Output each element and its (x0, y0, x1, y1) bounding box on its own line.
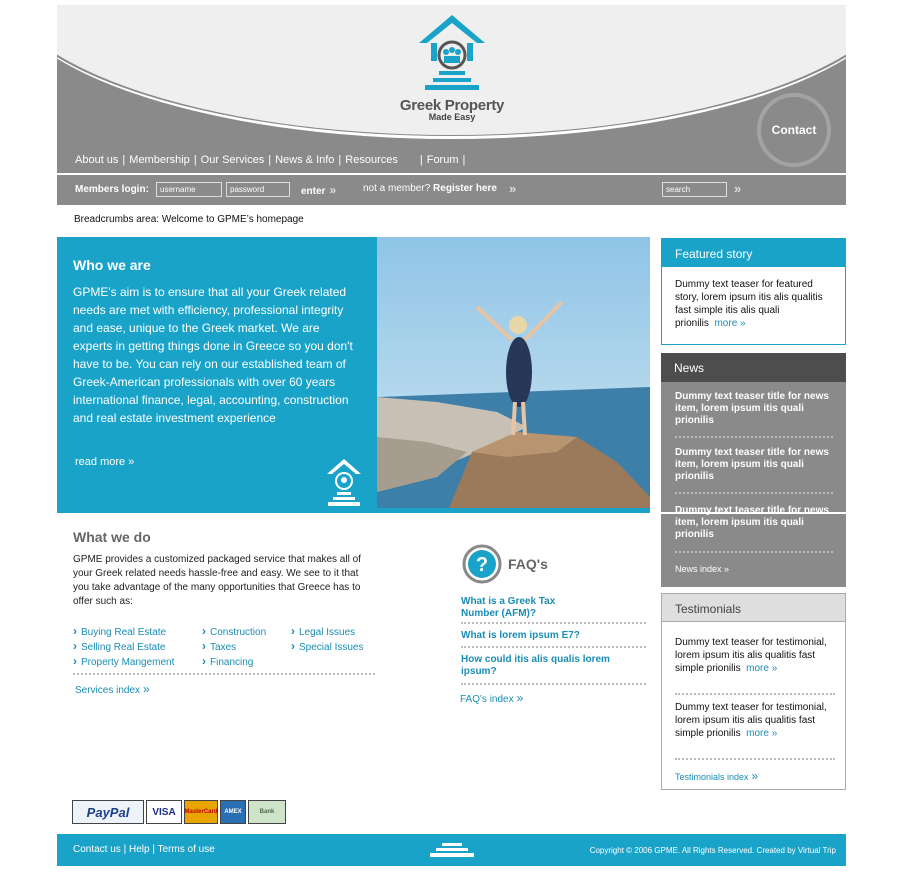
brand-tagline: Made Easy (428, 112, 476, 122)
double-chevron-icon: » (516, 691, 524, 705)
featured-story-text: Dummy text teaser for featured story, lorem ipsum itis alis qualitis fast simple itis alis quali prionilis (675, 279, 823, 329)
nav-our-services[interactable]: Our Services (200, 154, 265, 166)
copyright: Copyright © 2006 GPME. All Rights Reserved. Created by Virtual Trip (589, 846, 836, 855)
services-index-link[interactable] (75, 682, 150, 696)
faq-index-label: FAQ's index (460, 694, 514, 705)
faq-index-link[interactable] (460, 691, 523, 705)
double-chevron-icon: » (329, 183, 337, 197)
not-member-label: not a member? (363, 183, 431, 194)
nav-resources[interactable]: Resources (345, 154, 398, 166)
divider (73, 673, 375, 675)
username-input[interactable] (156, 182, 222, 197)
brand-name: Greek Property (399, 97, 505, 114)
amex-logo: AMEX (220, 800, 246, 824)
double-chevron-icon: » (143, 682, 150, 696)
testimonial-item (675, 701, 835, 740)
site-footer (57, 834, 846, 866)
house-mini-logo-icon (325, 457, 363, 507)
mastercard-logo: MasterCard (184, 800, 218, 824)
who-we-are-panel (57, 237, 377, 513)
service-link-special[interactable]: › Special Issues (291, 639, 363, 653)
nav-forum[interactable]: Forum (426, 154, 459, 166)
who-we-are-title: Who we are (73, 257, 151, 273)
footer-help-link[interactable]: Help (128, 844, 150, 855)
steps-logo-icon (430, 843, 474, 858)
service-link-property-management[interactable]: › Property Mangement (73, 654, 174, 668)
contact-button[interactable]: Contact (757, 93, 831, 167)
featured-story-box (661, 238, 846, 345)
nav-news-info[interactable]: News & Info (275, 154, 335, 166)
divider (675, 436, 833, 438)
service-link-selling[interactable]: › Selling Real Estate (73, 639, 166, 653)
read-more-label: read more (75, 456, 126, 468)
house-logo-icon (417, 13, 487, 95)
footer-contact-link[interactable]: Contact us (73, 844, 121, 855)
faq-question[interactable]: How could itis alis qualis lorem ipsum? (461, 654, 610, 677)
read-more-link[interactable] (75, 456, 134, 468)
not-member-text (363, 183, 497, 194)
testimonials-box (661, 593, 846, 790)
news-item[interactable]: Dummy text teaser title for news item, lorem ipsum itis quali prionilis (675, 391, 829, 426)
service-link-financing[interactable]: › Financing (202, 654, 253, 668)
divider (461, 646, 646, 648)
nav-membership[interactable]: Membership (129, 154, 190, 166)
question-icon (462, 544, 502, 584)
what-we-do-section (73, 529, 373, 609)
featured-story-title: Featured story (662, 239, 845, 267)
what-we-do-title: What we do (73, 529, 151, 545)
testimonial-more-link[interactable]: more » (746, 663, 778, 674)
divider (675, 492, 833, 494)
site-logo[interactable] (397, 13, 507, 138)
faq-title: FAQ's (508, 556, 548, 572)
testimonials-index-label: Testimonials index (675, 772, 749, 782)
testimonial-text: Dummy text teaser for testimonial, lorem ipsum itis alis qualitis fast simple prionilis (675, 637, 827, 674)
divider (461, 683, 646, 685)
enter-label: enter (301, 186, 326, 197)
more-label: more (714, 318, 738, 329)
news-index-link[interactable] (675, 564, 729, 574)
service-link-taxes[interactable]: › Taxes (202, 639, 236, 653)
featured-more-link[interactable]: more » (714, 318, 746, 329)
login-label: Members login: (75, 184, 149, 195)
breadcrumb: Breadcrumbs area: Welcome to GPME’s homepage (74, 214, 304, 225)
testimonials-title: Testimonials (662, 594, 845, 622)
footer-terms-link[interactable]: Terms of use (157, 844, 215, 855)
search-input[interactable] (662, 182, 727, 197)
register-link[interactable]: Register here (433, 183, 497, 194)
featured-story-body (662, 267, 845, 341)
services-index-label: Services index (75, 685, 141, 696)
more-label: more (746, 663, 769, 674)
testimonial-text: Dummy text teaser for testimonial, lorem ipsum itis alis qualitis fast simple prionilis (675, 702, 827, 739)
testimonial-item (675, 636, 835, 675)
enter-button[interactable] (301, 183, 336, 197)
testimonials-index-link[interactable] (675, 769, 758, 783)
paypal-logo: PayPal (72, 800, 144, 824)
service-link-buying[interactable]: › Buying Real Estate (73, 624, 166, 638)
news-item[interactable]: Dummy text teaser title for news item, lorem ipsum itis quali prionilis (675, 447, 829, 482)
divider (675, 693, 835, 695)
news-item[interactable]: Dummy text teaser title for news item, lorem ipsum itis quali prionilis (675, 505, 829, 540)
who-we-are-body: GPME's aim is to ensure that all your Greek related needs are met with efficiency, professional integrity and ease, unique to the Greek market. We are experts in getting things done in Greece so you don't have to be. You can rely on our established team of Greek-American professionals with over 60 years international finance, legal, accounting, construction and real estate investment experience (73, 285, 353, 425)
what-we-do-body: GPME provides a customized packaged service that makes all of your Greek related needs hassle-free and easy. We see to it that you take advantage of the many opportunities that Greece has to offer such as: (73, 554, 361, 607)
svg-text:?: ? (475, 554, 489, 576)
divider (675, 758, 835, 760)
news-index-label: News index (675, 564, 722, 574)
faq-question[interactable]: What is a Greek Tax Number (AFM)? (461, 596, 556, 619)
login-bar (57, 175, 846, 205)
news-box (661, 353, 846, 587)
divider (461, 622, 646, 624)
testimonial-more-link[interactable]: more » (746, 728, 778, 739)
payment-methods (72, 800, 286, 824)
news-title: News (661, 353, 846, 382)
visa-logo: VISA (146, 800, 182, 824)
site-header (57, 5, 846, 173)
faq-question[interactable]: What is lorem ipsum E7? (461, 630, 580, 641)
main-nav: About us | Membership | Our Services | News & Info | Resources | Forum | (75, 154, 466, 166)
nav-about-us[interactable]: About us (75, 154, 119, 166)
search-chevron-icon[interactable]: » (734, 181, 742, 196)
password-input[interactable] (226, 182, 290, 197)
register-chevron-icon[interactable]: » (509, 181, 517, 196)
double-chevron-icon: » (724, 564, 730, 574)
bank-card-logo: Bank (248, 800, 286, 824)
hero-photo (377, 237, 650, 513)
double-chevron-icon: » (751, 769, 759, 783)
more-label: more (746, 728, 769, 739)
divider (675, 551, 833, 553)
woman-on-cliff-image (377, 237, 650, 513)
double-chevron-icon: » (128, 456, 135, 468)
service-link-legal[interactable]: › Legal Issues (291, 624, 355, 638)
service-link-construction[interactable]: › Construction (202, 624, 266, 638)
footer-links: Contact us | Help | Terms of use (73, 844, 215, 855)
